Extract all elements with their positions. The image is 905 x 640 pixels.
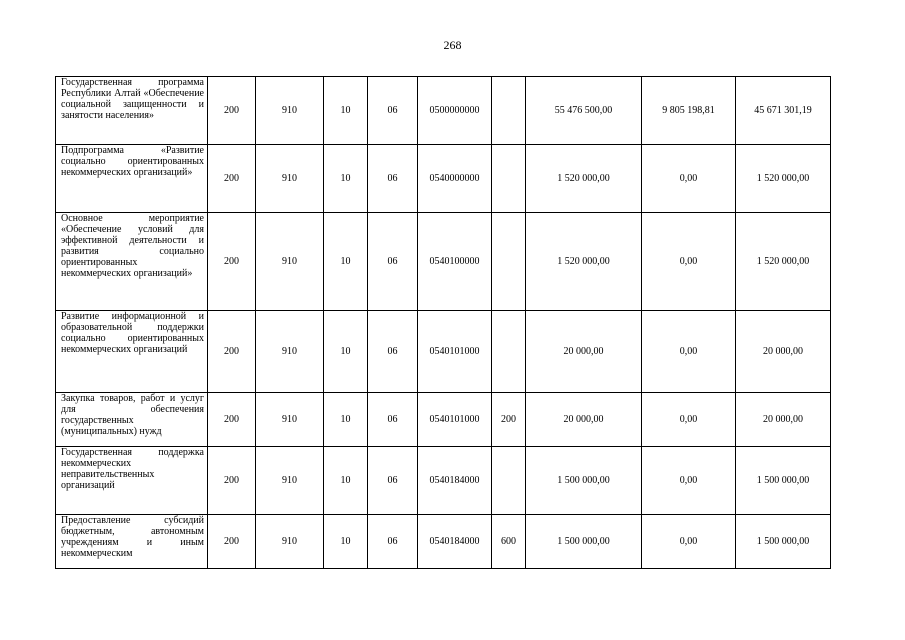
amount-1-cell: 55 476 500,00 — [526, 77, 642, 145]
section-cell: 10 — [324, 145, 368, 213]
table-row — [56, 393, 831, 447]
target-code-cell: 0540100000 — [418, 213, 492, 311]
subsection-cell: 06 — [368, 77, 418, 145]
row-name-cell: Государственная программа Республики Алтай «Обеспечение социальной защищенности и занятости населения» — [56, 77, 208, 145]
section-cell: 10 — [324, 393, 368, 447]
budget-table — [55, 76, 831, 569]
section-cell: 10 — [324, 447, 368, 515]
ved-cell: 200 — [208, 515, 256, 569]
ved-cell: 200 — [208, 213, 256, 311]
amount-2-cell: 9 805 198,81 — [642, 77, 736, 145]
amount-1-cell: 1 520 000,00 — [526, 213, 642, 311]
amount-3-cell: 1 520 000,00 — [736, 145, 831, 213]
page-number: 268 — [443, 38, 462, 52]
row-name-cell: Подпрограмма «Развитие социально ориентированных некоммерческих организаций» — [56, 145, 208, 213]
row-name-cell: Основное мероприятие «Обеспечение условий для эффективной деятельности и развития социально ориентированных некоммерческих организаций» — [56, 213, 208, 311]
target-code-cell: 0500000000 — [418, 77, 492, 145]
amount-2-cell: 0,00 — [642, 515, 736, 569]
target-code-cell: 0540184000 — [418, 515, 492, 569]
table-row — [56, 311, 831, 393]
row-name-cell: Государственная поддержка некоммерческих неправительственных организаций — [56, 447, 208, 515]
expense-type-cell — [492, 311, 526, 393]
table-row — [56, 447, 831, 515]
code-cell: 910 — [256, 77, 324, 145]
subsection-cell: 06 — [368, 393, 418, 447]
amount-1-cell: 20 000,00 — [526, 311, 642, 393]
amount-1-cell: 1 500 000,00 — [526, 515, 642, 569]
expense-type-cell — [492, 447, 526, 515]
target-code-cell: 0540101000 — [418, 311, 492, 393]
amount-2-cell: 0,00 — [642, 311, 736, 393]
subsection-cell: 06 — [368, 145, 418, 213]
table-row — [56, 515, 831, 569]
amount-1-cell: 20 000,00 — [526, 393, 642, 447]
expense-type-cell: 600 — [492, 515, 526, 569]
target-code-cell: 0540184000 — [418, 447, 492, 515]
amount-3-cell: 45 671 301,19 — [736, 77, 831, 145]
amount-2-cell: 0,00 — [642, 393, 736, 447]
ved-cell: 200 — [208, 393, 256, 447]
subsection-cell: 06 — [368, 515, 418, 569]
code-cell: 910 — [256, 515, 324, 569]
amount-2-cell: 0,00 — [642, 145, 736, 213]
expense-type-cell — [492, 77, 526, 145]
table-row — [56, 145, 831, 213]
subsection-cell: 06 — [368, 447, 418, 515]
ved-cell: 200 — [208, 145, 256, 213]
expense-type-cell — [492, 145, 526, 213]
code-cell: 910 — [256, 393, 324, 447]
amount-3-cell: 20 000,00 — [736, 311, 831, 393]
amount-3-cell: 20 000,00 — [736, 393, 831, 447]
expense-type-cell: 200 — [492, 393, 526, 447]
ved-cell: 200 — [208, 77, 256, 145]
ved-cell: 200 — [208, 447, 256, 515]
amount-3-cell: 1 520 000,00 — [736, 213, 831, 311]
code-cell: 910 — [256, 447, 324, 515]
table-row — [56, 213, 831, 311]
row-name-cell: Предоставление субсидий бюджетным, автономным учреждениям и иным некоммерческим — [56, 515, 208, 569]
section-cell: 10 — [324, 77, 368, 145]
amount-3-cell: 1 500 000,00 — [736, 447, 831, 515]
amount-2-cell: 0,00 — [642, 213, 736, 311]
amount-3-cell: 1 500 000,00 — [736, 515, 831, 569]
amount-1-cell: 1 500 000,00 — [526, 447, 642, 515]
code-cell: 910 — [256, 311, 324, 393]
expense-type-cell — [492, 213, 526, 311]
table-row — [56, 77, 831, 145]
section-cell: 10 — [324, 213, 368, 311]
ved-cell: 200 — [208, 311, 256, 393]
code-cell: 910 — [256, 145, 324, 213]
amount-1-cell: 1 520 000,00 — [526, 145, 642, 213]
subsection-cell: 06 — [368, 213, 418, 311]
row-name-cell: Закупка товаров, работ и услуг для обеспечения государственных (муниципальных) нужд — [56, 393, 208, 447]
target-code-cell: 0540000000 — [418, 145, 492, 213]
target-code-cell: 0540101000 — [418, 393, 492, 447]
section-cell: 10 — [324, 515, 368, 569]
subsection-cell: 06 — [368, 311, 418, 393]
amount-2-cell: 0,00 — [642, 447, 736, 515]
code-cell: 910 — [256, 213, 324, 311]
section-cell: 10 — [324, 311, 368, 393]
row-name-cell: Развитие информационной и образовательной поддержки социально ориентированных некоммерческих организаций — [56, 311, 208, 393]
